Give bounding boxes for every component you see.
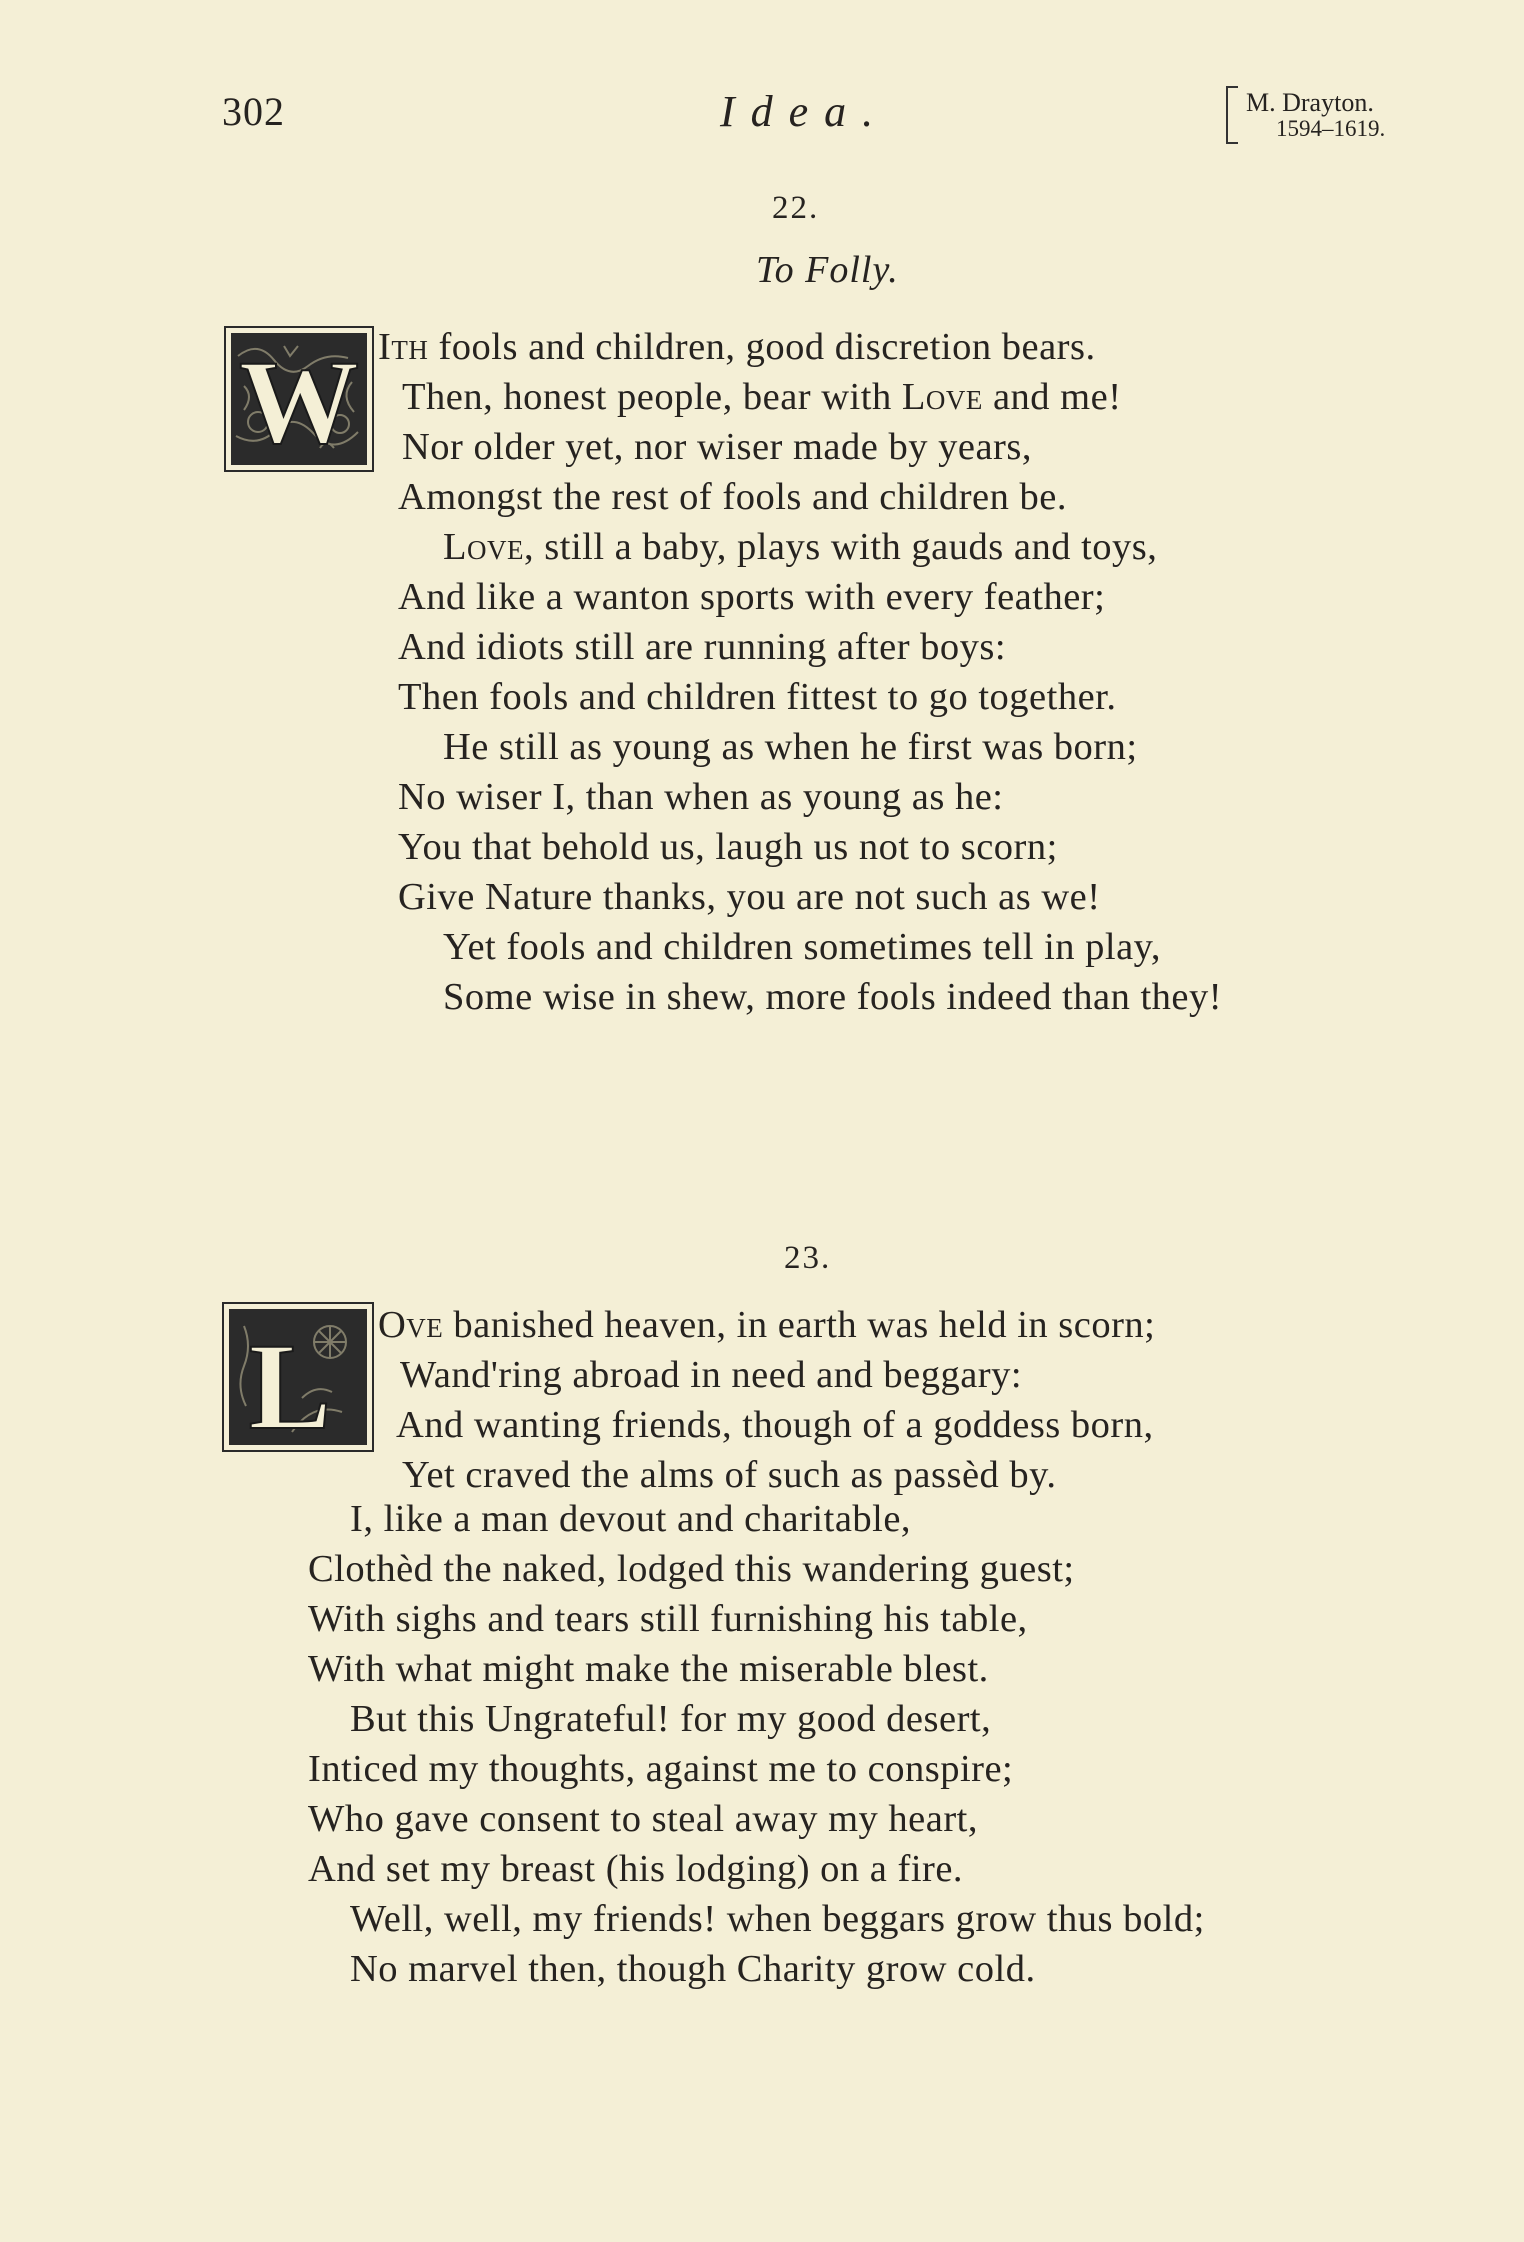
- sonnet-line: Clothèd the naked, lodged this wandering guest;: [308, 1548, 1075, 1590]
- sonnet-line: Yet fools and children sometimes tell in play,: [443, 926, 1162, 968]
- sonnet-line: Then fools and children fittest to go together.: [398, 676, 1117, 718]
- decorated-initial-l: [222, 1302, 374, 1452]
- sonnet-line: Then, honest people, bear with Love and me!: [402, 376, 1122, 418]
- sonnet-line: Ove banished heaven, in earth was held in scorn;: [378, 1304, 1156, 1346]
- sonnet-line: Give Nature thanks, you are not such as we!: [398, 876, 1101, 918]
- sonnet-line: Nor older yet, nor wiser made by years,: [402, 426, 1032, 468]
- page-number: 302: [222, 89, 285, 134]
- sonnet-line: And like a wanton sports with every feather;: [398, 576, 1106, 618]
- sonnet-line: You that behold us, laugh us not to scorn;: [398, 826, 1058, 868]
- sonnet-line: With what might make the miserable blest.: [308, 1648, 989, 1690]
- sonnet-line: Inticed my thoughts, against me to conspire;: [308, 1748, 1014, 1790]
- sonnet-number: 22.: [772, 190, 820, 226]
- sonnet-line: Love, still a baby, plays with gauds and toys,: [443, 526, 1158, 568]
- initial-letter: L: [248, 1318, 332, 1452]
- sonnet-line: Some wise in shew, more fools indeed than they!: [443, 976, 1223, 1018]
- sonnet-line: And idiots still are running after boys:: [398, 626, 1007, 668]
- sonnet-line: Well, well, my friends! when beggars grow thus bold;: [350, 1898, 1205, 1940]
- sonnet-line: Ith fools and children, good discretion bears.: [378, 326, 1096, 368]
- sonnet-line: Yet craved the alms of such as passèd by.: [402, 1454, 1057, 1496]
- author-name: M. Drayton.: [1246, 88, 1374, 117]
- sonnet-line: And set my breast (his lodging) on a fire.: [308, 1848, 964, 1890]
- sonnet-line: And wanting friends, though of a goddess born,: [396, 1404, 1154, 1446]
- sonnet-line: He still as young as when he first was born;: [443, 726, 1138, 768]
- initial-letter: W: [239, 335, 359, 468]
- sonnet-line: Amongst the rest of fools and children be.: [398, 476, 1067, 518]
- sonnet-line: Wand'ring abroad in need and beggary:: [400, 1354, 1023, 1396]
- sonnet-number: 23.: [784, 1240, 832, 1276]
- sonnet-line: No marvel then, though Charity grow cold.: [350, 1948, 1036, 1990]
- decorated-initial-w: [224, 326, 374, 472]
- author-reference: [1226, 86, 1398, 144]
- sonnet-line: With sighs and tears still furnishing his table,: [308, 1598, 1028, 1640]
- sonnet-line: No wiser I, than when as young as he:: [398, 776, 1004, 818]
- sonnet-line: I, like a man devout and charitable,: [350, 1498, 912, 1540]
- sonnet-title: To Folly.: [756, 249, 899, 291]
- author-dates: 1594–1619.: [1276, 116, 1386, 141]
- sonnet-line: But this Ungrateful! for my good desert,: [350, 1698, 992, 1740]
- running-title: Idea.: [720, 87, 890, 136]
- sonnet-line: Who gave consent to steal away my heart,: [308, 1798, 978, 1840]
